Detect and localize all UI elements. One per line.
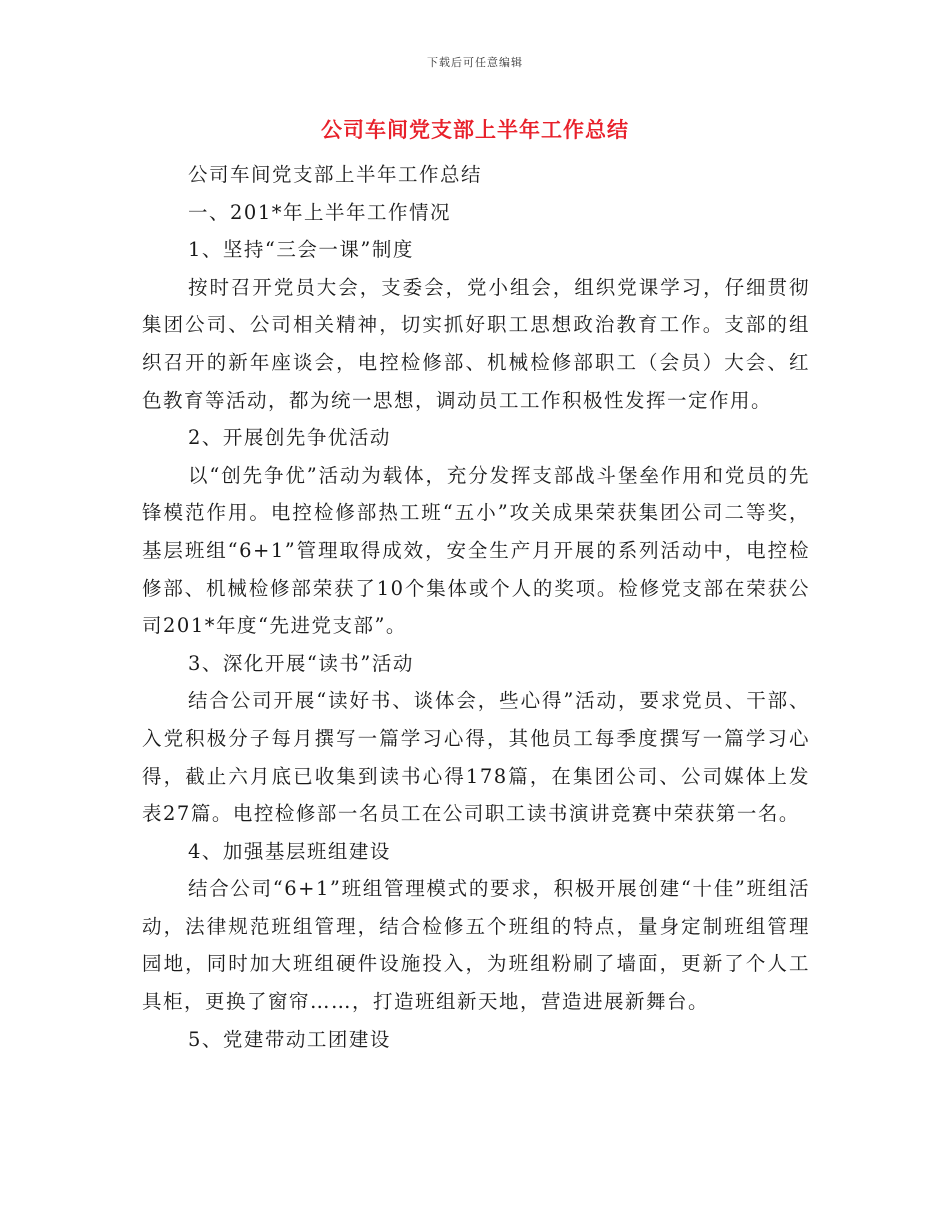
paragraph-subtitle: 公司车间党支部上半年工作总结 — [188, 163, 483, 186]
paragraph-item-body-1: 按时召开党员大会，支委会，党小组会，组织党课学习，仔细贯彻集团公司、公司相关精神，切实抓好职工思想政治教育工作。支部的组织召开的新年座谈会，电控检修部、机械检修部职工（会员）大会、红色教育等活动，都为统一思想，调动员工工作积极性发挥一定作用。 — [142, 275, 810, 412]
paragraph-item-heading-4: 4、加强基层班组建设 — [188, 839, 391, 863]
paragraph-item-body-3: 结合公司开展“读好书、谈体会，些心得”活动，要求党员、干部、入党积极分子每月撰写一篇学习心得，其他员工每季度撰写一篇学习心得，截止六月底已收集到读书心得178篇，在集团公司、公司媒体上发表27篇。电控检修部一名员工在公司职工读书演讲竞赛中荣获第一名。 — [142, 689, 810, 826]
document-title: 公司车间党支部上半年工作总结 — [321, 117, 629, 142]
paragraph-item-heading-1: 1、坚持“三会一课”制度 — [188, 238, 414, 262]
paragraph-item-body-4: 结合公司“6+1”班组管理模式的要求，积极开展创建“十佳”班组活动，法律规范班组管理，结合检修五个班组的特点，量身定制班组管理园地，同时加大班组硬件设施投入，为班组粉刷了墙面，更新了个人工具柜，更换了窗帘……，打造班组新天地，营造进展新舞台。 — [142, 877, 810, 1014]
paragraph-item-body-2: 以“创先争优”活动为载体，充分发挥支部战斗堡垒作用和党员的先锋模范作用。电控检修部热工班“五小”攻关成果荣获集团公司二等奖，基层班组“6+1”管理取得成效，安全生产月开展的系列活动中，电控检修部、机械检修部荣获了10个集体或个人的奖项。检修党支部在荣获公司201*年度“先进党支部”。 — [142, 463, 810, 638]
paragraph-item-heading-3: 3、深化开展“读书”活动 — [188, 651, 414, 675]
paragraph-item-heading-2: 2、开展创先争优活动 — [188, 426, 391, 450]
header-note: 下载后可任意编辑 — [427, 56, 523, 69]
document-body — [142, 156, 810, 1058]
paragraph-section-heading: 一、201*年上半年工作情况 — [188, 200, 451, 224]
paragraph-item-heading-5: 5、党建带动工团建设 — [188, 1027, 391, 1051]
